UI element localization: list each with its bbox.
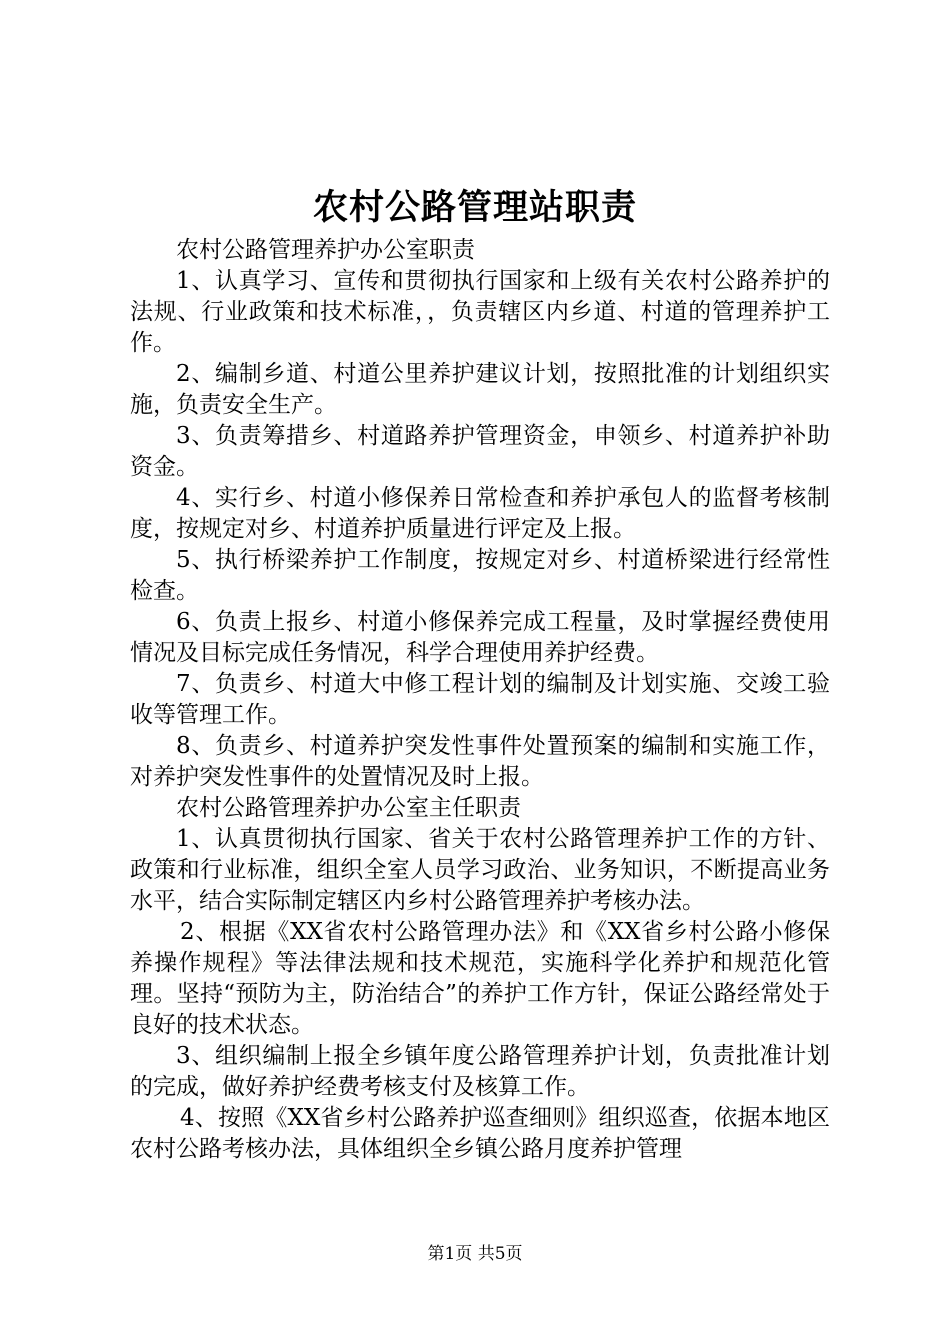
paragraph: 1、认真学习、宣传和贯彻执行国家和上级有关农村公路养护的法规、行业政策和技术标准，，负责辖区内乡道、村道的管理养护工作。 [130, 268, 830, 356]
paragraph: 2、根据《XX省农村公路管理办法》和《XX省乡村公路小修保养操作规程》等法律法规和技术规范，实施科学化养护和规范化管理。坚持“预防为主，防治结合”的养护工作方针，保证公路经常处于良好的技术状态。 [130, 919, 830, 1038]
document-body [130, 235, 830, 1165]
page-footer: 第1页 共5页 [427, 1244, 523, 1264]
paragraph: 8、负责乡、村道养护突发性事件处置预案的编制和实施工作，对养护突发性事件的处置情况及时上报。 [130, 733, 830, 790]
paragraph: 1、认真贯彻执行国家、省关于农村公路管理养护工作的方针、政策和行业标准，组织全室人员学习政治、业务知识，不断提高业务水平，结合实际制定辖区内乡村公路管理养护考核办法。 [130, 826, 830, 914]
section-heading: 农村公路管理养护办公室主任职责 [176, 795, 521, 821]
paragraph: 5、执行桥梁养护工作制度，按规定对乡、村道桥梁进行经常性检查。 [130, 547, 830, 604]
paragraph: 4、按照《XX省乡村公路养护巡查细则》组织巡查，依据本地区农村公路考核办法，具体组织全乡镇公路月度养护管理 [130, 1105, 830, 1162]
paragraph: 4、实行乡、村道小修保养日常检查和养护承包人的监督考核制度，按规定对乡、村道养护质量进行评定及上报。 [130, 485, 830, 542]
paragraph: 3、负责筹措乡、村道路养护管理资金，申领乡、村道养护补助资金。 [130, 423, 830, 480]
paragraph: 3、组织编制上报全乡镇年度公路管理养护计划，负责批准计划的完成，做好养护经费考核支付及核算工作。 [130, 1043, 830, 1100]
section-heading: 农村公路管理养护办公室职责 [176, 237, 475, 263]
paragraph: 7、负责乡、村道大中修工程计划的编制及计划实施、交竣工验收等管理工作。 [130, 671, 830, 728]
paragraph: 2、编制乡道、村道公里养护建议计划，按照批准的计划组织实施，负责安全生产。 [130, 361, 830, 418]
paragraph: 6、负责上报乡、村道小修保养完成工程量，及时掌握经费使用情况及目标完成任务情况，科学合理使用养护经费。 [130, 609, 830, 666]
document-title: 农村公路管理站职责 [312, 187, 637, 228]
